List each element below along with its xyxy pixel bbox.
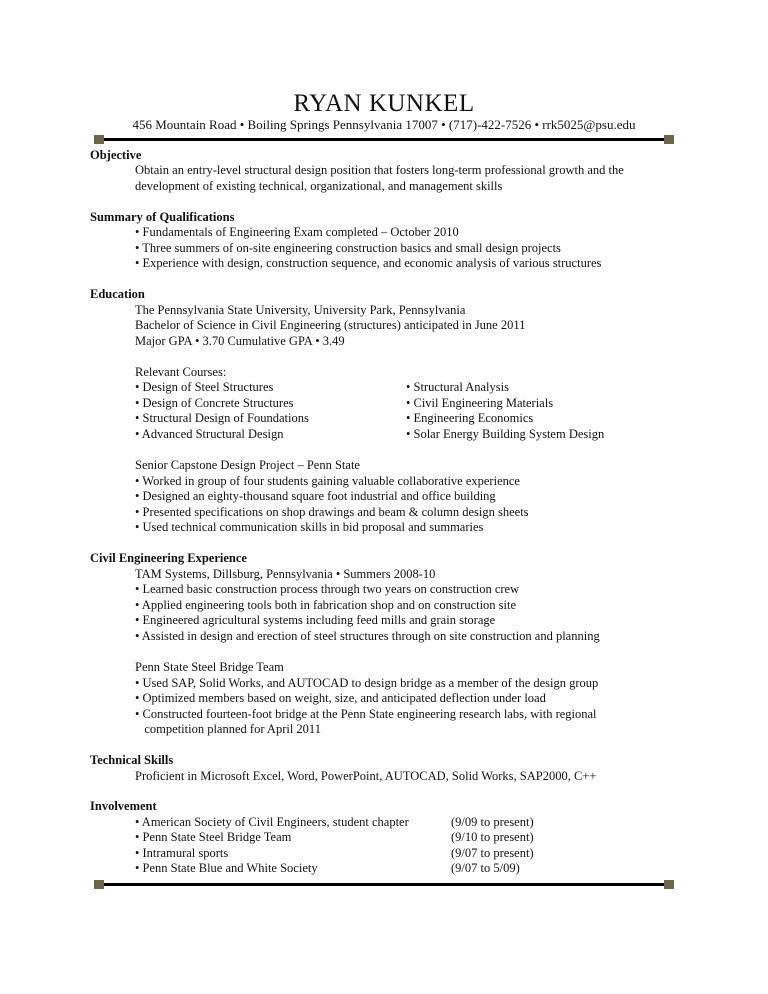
summary-item: • Three summers of on-site engineering construction basics and small design projects — [135, 241, 561, 255]
objective-heading: Objective — [90, 148, 142, 162]
contact-line: 456 Mountain Road • Boiling Springs Pennsylvania 17007 • (717)-422-7526 • rrk5025@psu.edu — [132, 117, 636, 132]
education-line: The Pennsylvania State University, University Park, Pennsylvania — [135, 303, 466, 317]
objective-line: development of existing technical, organizational, and management skills — [135, 179, 503, 193]
education-line: Bachelor of Science in Civil Engineering (structures) anticipated in June 2011 — [135, 318, 526, 332]
capstone-item: • Used technical communication skills in bid proposal and summaries — [135, 520, 484, 534]
capstone-item: • Presented specifications on shop drawings and beam & column design sheets — [135, 505, 529, 519]
bottom-divider — [98, 883, 670, 886]
involvement-org: • Intramural sports — [135, 846, 229, 860]
involvement-heading: Involvement — [90, 799, 157, 813]
job-title: TAM Systems, Dillsburg, Pennsylvania • Summers 2008-10 — [135, 567, 436, 581]
summary-heading: Summary of Qualifications — [90, 210, 235, 224]
divider-end-right — [664, 135, 674, 144]
course-item: • Engineering Economics — [406, 411, 534, 425]
job-item: • Assisted in design and erection of steel structures through on site construction and planning — [135, 629, 600, 643]
objective-line: Obtain an entry-level structural design position that fosters long-term professional growth and the — [135, 163, 624, 177]
job-item: • Constructed fourteen-foot bridge at the Penn State engineering research labs, with regional — [135, 707, 597, 721]
divider-end-left — [94, 880, 104, 889]
course-item: • Advanced Structural Design — [135, 427, 284, 441]
involvement-org: • American Society of Civil Engineers, student chapter — [135, 815, 409, 829]
capstone-item: • Worked in group of four students gaining valuable collaborative experience — [135, 474, 520, 488]
divider-end-left — [94, 135, 104, 144]
involvement-org: • Penn State Blue and White Society — [135, 861, 318, 875]
capstone-item: • Designed an eighty-thousand square foot industrial and office building — [135, 489, 496, 503]
course-item: • Design of Concrete Structures — [135, 396, 294, 410]
candidate-name: RYAN KUNKEL — [293, 90, 475, 117]
summary-item: • Experience with design, construction sequence, and economic analysis of various structures — [135, 256, 602, 270]
involvement-dates: (9/07 to present) — [451, 846, 534, 860]
job-title: Penn State Steel Bridge Team — [135, 660, 284, 674]
course-item: • Structural Analysis — [406, 380, 509, 394]
education-heading: Education — [90, 287, 145, 301]
job-item: • Applied engineering tools both in fabrication shop and on construction site — [135, 598, 517, 612]
job-item: • Learned basic construction process through two years on construction crew — [135, 582, 520, 596]
involvement-dates: (9/07 to 5/09) — [451, 861, 520, 875]
skills-heading: Technical Skills — [90, 753, 174, 767]
involvement-dates: (9/10 to present) — [451, 830, 534, 844]
job-item: • Optimized members based on weight, size, and anticipated deflection under load — [135, 691, 546, 705]
experience-heading: Civil Engineering Experience — [90, 551, 247, 565]
involvement-org: • Penn State Steel Bridge Team — [135, 830, 292, 844]
divider-end-right — [664, 880, 674, 889]
course-item: • Civil Engineering Materials — [406, 396, 554, 410]
course-item: • Solar Energy Building System Design — [406, 427, 605, 441]
capstone-title: Senior Capstone Design Project – Penn State — [135, 458, 360, 472]
education-gpa: Major GPA • 3.70 Cumulative GPA • 3.49 — [135, 334, 345, 348]
course-item: • Structural Design of Foundations — [135, 411, 309, 425]
course-item: • Design of Steel Structures — [135, 380, 274, 394]
job-item: • Used SAP, Solid Works, and AUTOCAD to design bridge as a member of the design group — [135, 676, 599, 690]
courses-label: Relevant Courses: — [135, 365, 227, 379]
top-divider — [98, 138, 670, 141]
summary-item: • Fundamentals of Engineering Exam completed – October 2010 — [135, 225, 459, 239]
job-item: • Engineered agricultural systems including feed mills and grain storage — [135, 613, 496, 627]
involvement-dates: (9/09 to present) — [451, 815, 534, 829]
job-item: competition planned for April 2011 — [135, 722, 321, 736]
skills-text: Proficient in Microsoft Excel, Word, PowerPoint, AUTOCAD, Solid Works, SAP2000, C++ — [135, 769, 597, 783]
